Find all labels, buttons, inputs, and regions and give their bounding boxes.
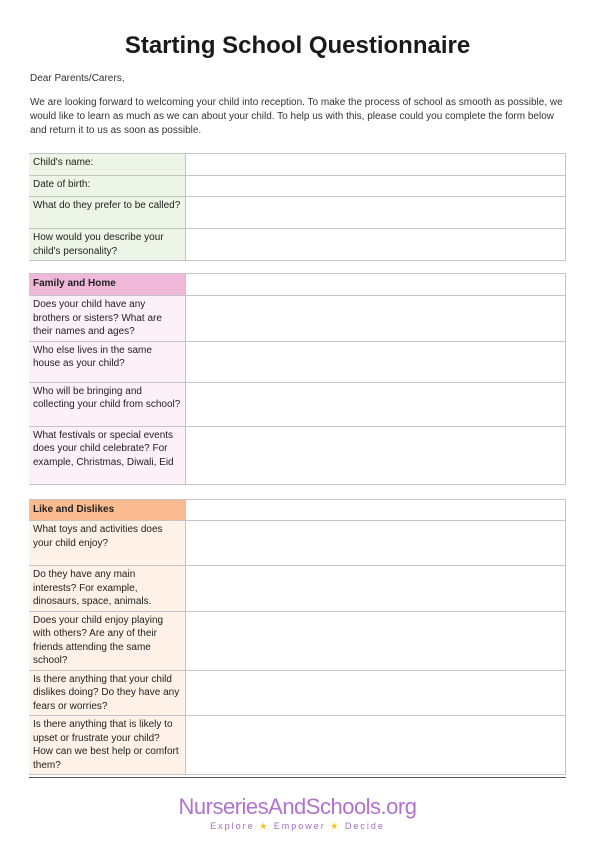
family-home-table <box>29 273 566 485</box>
table-row <box>29 382 566 426</box>
star-icon: ★ <box>330 821 341 831</box>
table-row <box>29 521 566 566</box>
tagline-decide: Decide <box>344 821 385 831</box>
table-row <box>29 716 566 775</box>
answer-field-toys-activities[interactable] <box>186 521 566 566</box>
intro-paragraph: We are looking forward to welcoming your child into reception. To make the process of school as smooth as possible, we would like to learn as much as we can about your child. To help us with this, please could you complete the form below and return it to us as soon as possible. <box>30 97 563 136</box>
logo-wordmark: NurseriesAndSchools.org <box>178 794 417 819</box>
section-header-blank <box>186 500 566 521</box>
answer-field-dislikes-fears[interactable] <box>186 670 566 716</box>
table-row <box>29 341 566 382</box>
answer-field-childs-name[interactable] <box>186 154 566 176</box>
question-label: Child's name: <box>29 154 186 176</box>
star-icon: ★ <box>259 821 270 831</box>
question-label: Does your child enjoy playing with others? Are any of their friends attending the same school? <box>29 611 186 670</box>
question-label: What toys and activities does your child enjoy? <box>29 521 186 566</box>
answer-field-interests[interactable] <box>186 566 566 612</box>
question-label: Who else lives in the same house as your child? <box>29 341 186 382</box>
section-heading-likes-dislikes: Like and Dislikes <box>29 500 186 521</box>
page-title: Starting School Questionnaire <box>124 32 471 59</box>
table-row <box>29 154 566 176</box>
table-row <box>29 426 566 484</box>
question-label: Do they have any main interests? For example, dinosaurs, space, animals. <box>29 566 186 612</box>
table-row <box>29 296 566 342</box>
question-label: Who will be bringing and collecting your child from school? <box>29 382 186 426</box>
nurseries-and-schools-logo[interactable] <box>0 794 595 832</box>
answer-field-siblings[interactable] <box>186 296 566 342</box>
section-heading-family-home: Family and Home <box>29 274 186 296</box>
question-label: How would you describe your child's personality? <box>29 229 186 261</box>
footer-divider <box>29 777 566 778</box>
table-row <box>29 229 566 261</box>
question-label: Does your child have any brothers or sisters? What are their names and ages? <box>29 296 186 342</box>
question-label: What festivals or special events does your child celebrate? For example, Christmas, Diwali, Eid <box>29 426 186 484</box>
answer-field-upset-comfort[interactable] <box>186 716 566 775</box>
answer-field-festivals[interactable] <box>186 426 566 484</box>
answer-field-date-of-birth[interactable] <box>186 176 566 197</box>
answer-field-playing-with-others[interactable] <box>186 611 566 670</box>
answer-field-household[interactable] <box>186 341 566 382</box>
table-row <box>29 176 566 197</box>
tagline-explore: Explore <box>210 821 255 831</box>
logo-tagline <box>0 821 595 832</box>
question-label: Is there anything that your child dislikes doing? Do they have any fears or worries? <box>29 670 186 716</box>
table-row <box>29 670 566 716</box>
table-row <box>29 566 566 612</box>
child-details-table <box>29 153 566 261</box>
question-label: Date of birth: <box>29 176 186 197</box>
table-row <box>29 611 566 670</box>
answer-field-preferred-name[interactable] <box>186 197 566 229</box>
answer-field-collection[interactable] <box>186 382 566 426</box>
section-header-row <box>29 274 566 296</box>
likes-dislikes-table <box>29 499 566 775</box>
answer-field-personality[interactable] <box>186 229 566 261</box>
question-label: Is there anything that is likely to upset or frustrate your child? How can we best help or comfort them? <box>29 716 186 775</box>
section-header-row <box>29 500 566 521</box>
greeting: Dear Parents/Carers, <box>30 73 125 84</box>
tagline-empower: Empower <box>273 821 326 831</box>
section-header-blank <box>186 274 566 296</box>
table-row <box>29 197 566 229</box>
question-label: What do they prefer to be called? <box>29 197 186 229</box>
